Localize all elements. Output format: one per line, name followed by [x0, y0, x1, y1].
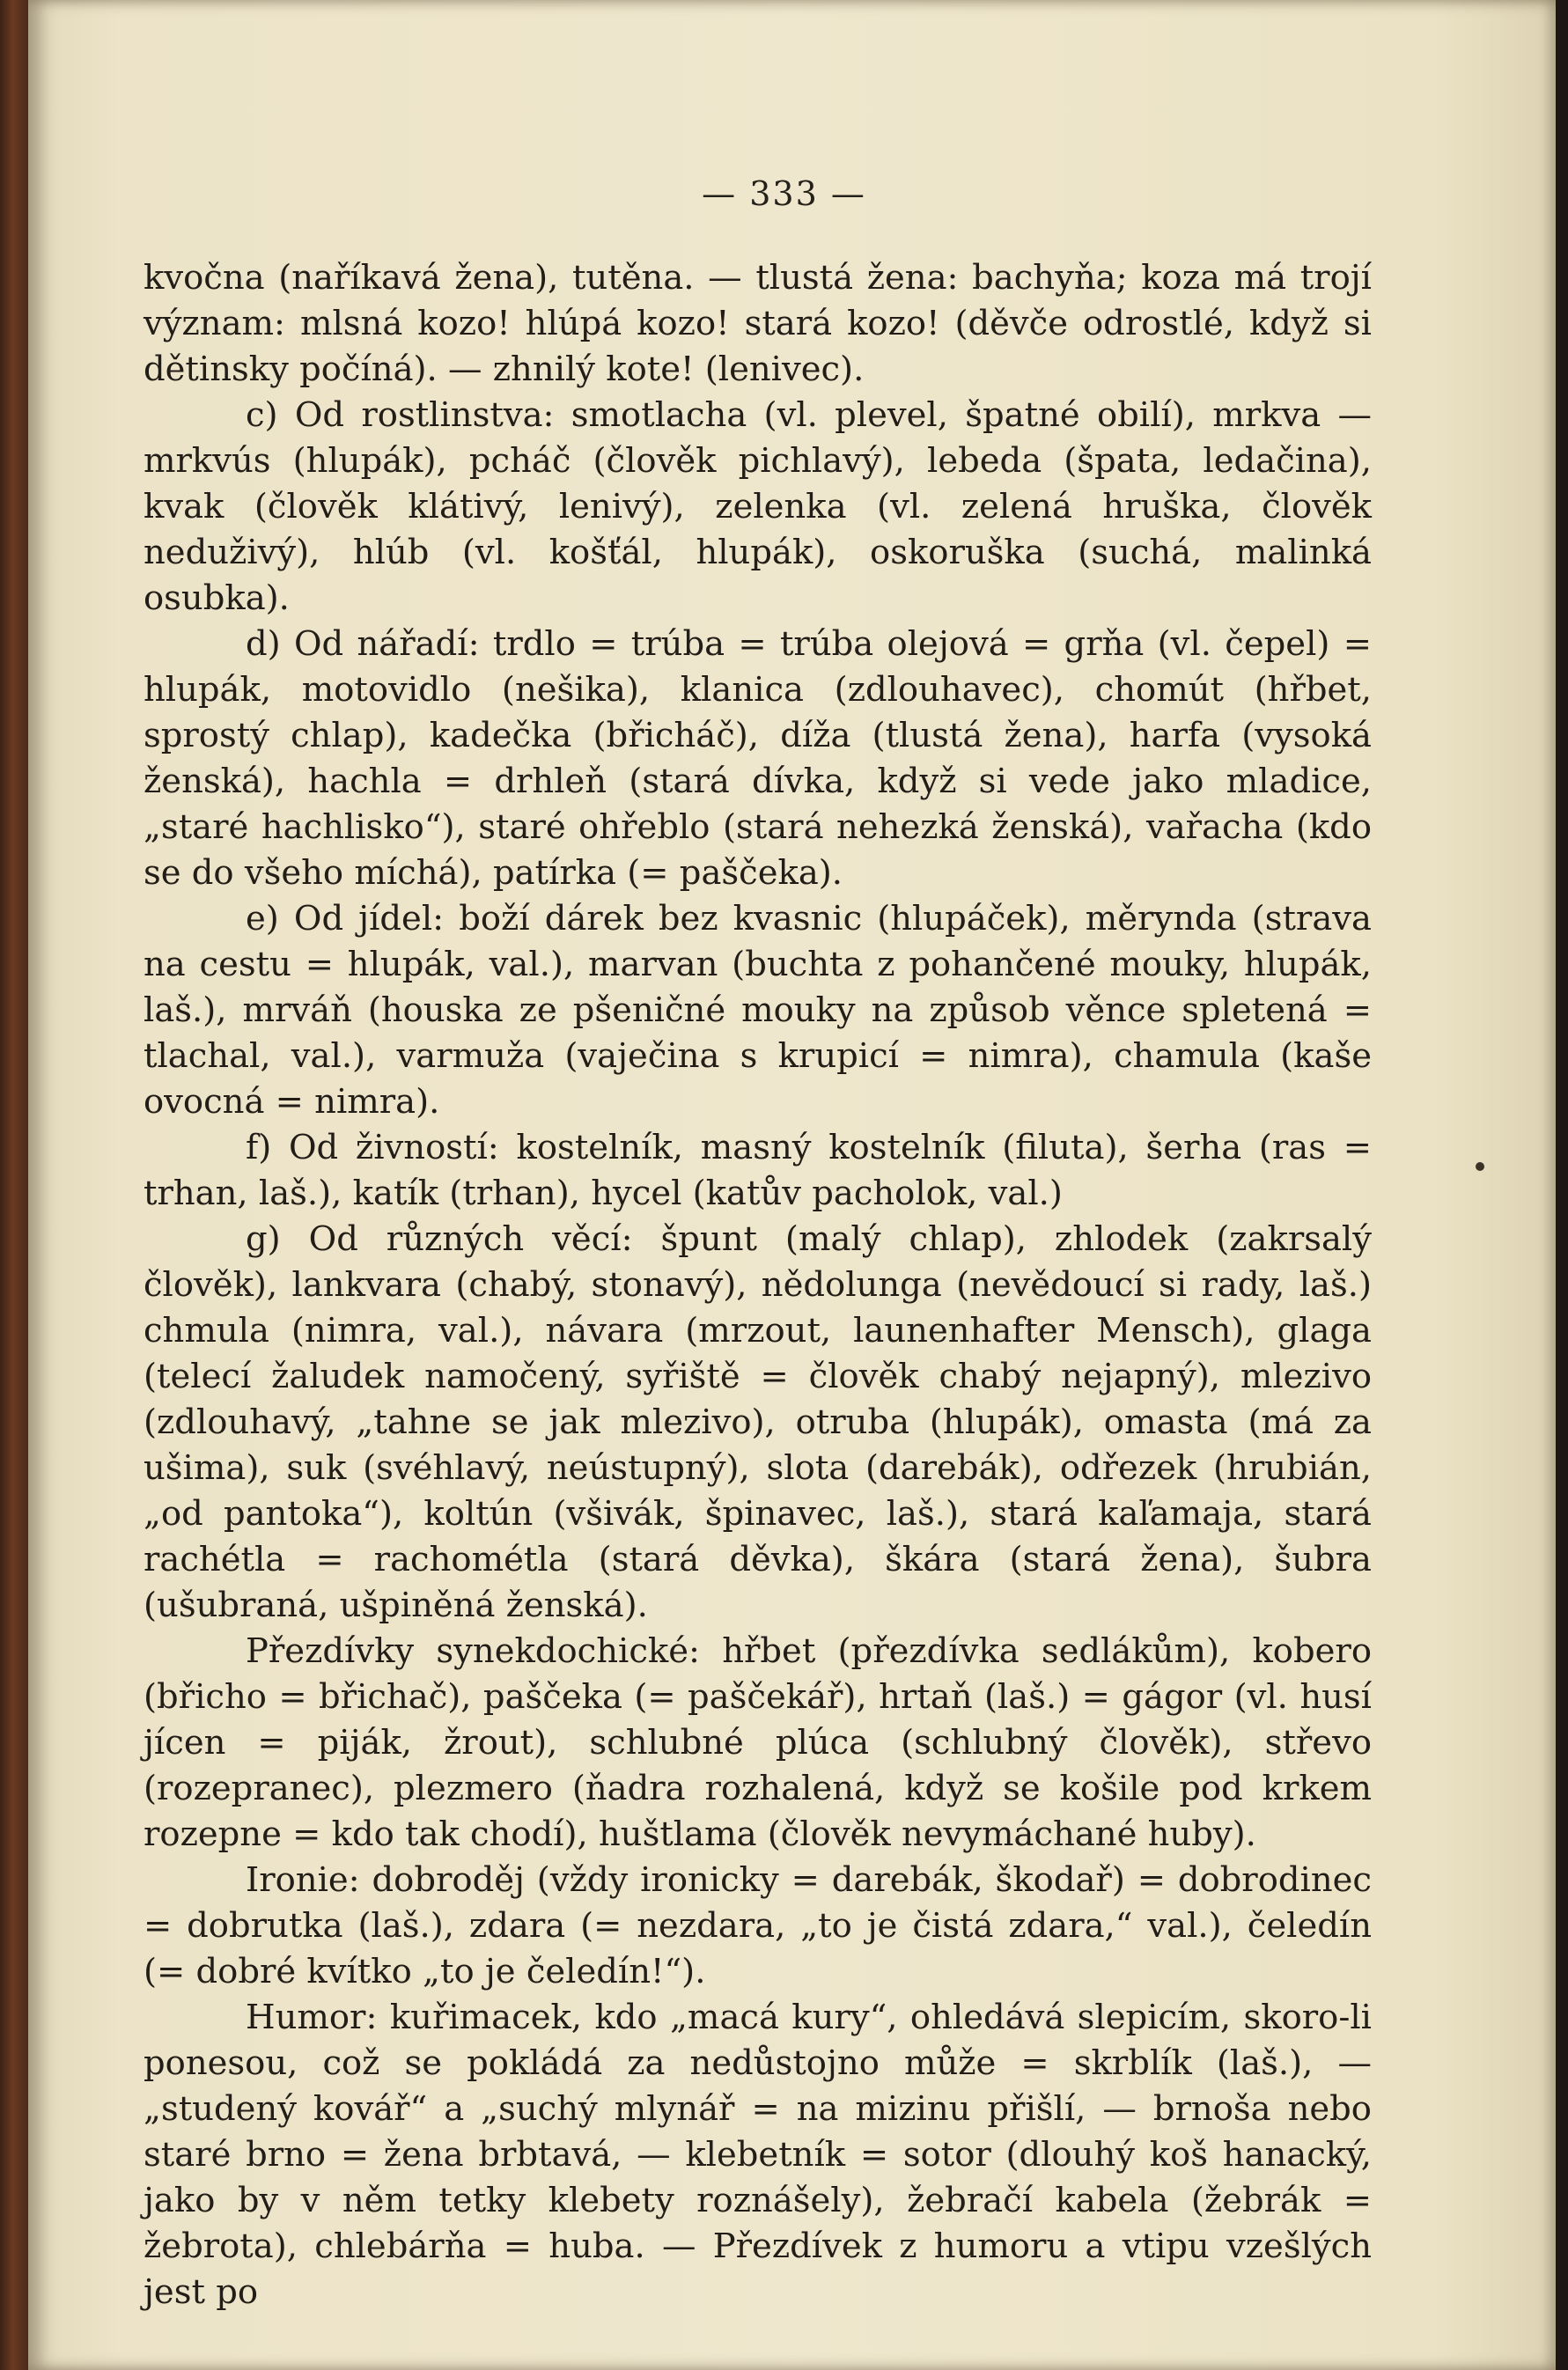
book-binding — [0, 0, 28, 2370]
paragraph: c) Od rostlinstva: smotlacha (vl. plevel, špatné obilí), mrkva — mrkvús (hlupák), pcháč (člověk pichlavý), lebeda (špata, ledačina), kvak (člověk klátivý, lenivý), zelenka (vl. zelená hruška, člověk neduživý), hlúb (vl. košťál, hlupák), oskoruška (suchá, malinká osubka). — [144, 395, 1372, 618]
paragraph: Přezdívky synekdochické: hřbet (přezdívka sedlákům), kobero (břicho = břichač), paščeka (= paščekář), hrtaň (laš.) = gágor (vl. husí jícen = piják, žrout), schlubné plúca (schlubný člověk), střevo (rozepranec), plezmero (ňadra rozhalená, když se košile pod krkem rozepne = kdo tak chodí), huštlama (člověk nevymáchané huby). — [144, 1631, 1372, 1854]
page-body — [144, 255, 1372, 2315]
page-number: — 333 — — [702, 174, 866, 213]
ink-speck — [1476, 1162, 1484, 1171]
paragraph: Ironie: dobroděj (vždy ironicky = darebák, škodař) = dobrodinec = dobrutka (laš.), zdara (= nezdara, „to je čistá zdara,“ val.), čeledín (= dobré kvítko „to je čeledín!“). — [144, 1860, 1372, 1991]
paragraph: f) Od živností: kostelník, masný kostelník (filuta), šerha (ras = trhan, laš.), katík (trhan), hycel (katův pacholok, val.) — [144, 1128, 1372, 1213]
paragraph: d) Od nářadí: trdlo = trúba = trúba olejová = grňa (vl. čepel) = hlupák, motovidlo (nešika), klanica (zdlouhavec), chomút (hřbet, sprostý chlap), kadečka (břicháč), díža (tlustá žena), harfa (vysoká ženská), hachla = drhleň (stará dívka, když si vede jako mladice, „staré hachlisko“), staré ohřeblo (stará nehezká ženská), vařacha (kdo se do všeho míchá), patírka (= paščeka). — [144, 624, 1372, 893]
paragraph: g) Od různých věcí: špunt (malý chlap), zhlodek (zakrsalý člověk), lankvara (chabý, stonavý), nědolunga (nevědoucí si rady, laš.) chmula (nimra, val.), návara (mrzout, launenhafter Mensch), glaga (telecí žaludek namočený, syřiště = člověk chabý nejapný), mlezivo (zdlouhavý, „tahne se jak mlezivo), otruba (hlupák), omasta (má za ušima), suk (svéhlavý, neústupný), slota (darebák), odřezek (hrubián, „od pantoka“), koltún (všivák, špinavec, laš.), stará kaľamaja, stará rachétla = rachométla (stará děvka), škára (stará žena), šubra (ušubraná, ušpiněná ženská). — [144, 1219, 1372, 1625]
paragraph: Humor: kuřimacek, kdo „macá kury“, ohledává slepicím, skoro-li ponesou, což se pokládá za nedůstojno může = skrblík (laš.), — „studený kovář“ a „suchý mlynář = na mizinu přišlí, — brnoša nebo staré brno = žena brbtavá, — klebetník = sotor (dlouhý koš hanacký, jako by v něm tetky klebety roznášely), žebračí kabela (žebrák = žebrota), chlebárňa = huba. — Přezdívek z humoru a vtipu vzešlých jest po — [144, 1998, 1372, 2312]
paragraph: e) Od jídel: boží dárek bez kvasnic (hlupáček), měrynda (strava na cestu = hlupák, val.), marvan (buchta z pohančené mouky, hlupák, laš.), mrváň (houska ze pšeničné mouky na způsob věnce spletená = tlachal, val.), varmuža (vaječina s krupicí = nimra), chamula (kaše ovocná = nimra). — [144, 899, 1372, 1122]
paragraph: kvočna (naříkavá žena), tutěna. — tlustá žena: bachyňa; koza má trojí význam: mlsná kozo! hlúpá kozo! stará kozo! (děvče odrostlé, když si dětinsky počíná). — zhnilý kote! (lenivec). — [144, 258, 1372, 389]
